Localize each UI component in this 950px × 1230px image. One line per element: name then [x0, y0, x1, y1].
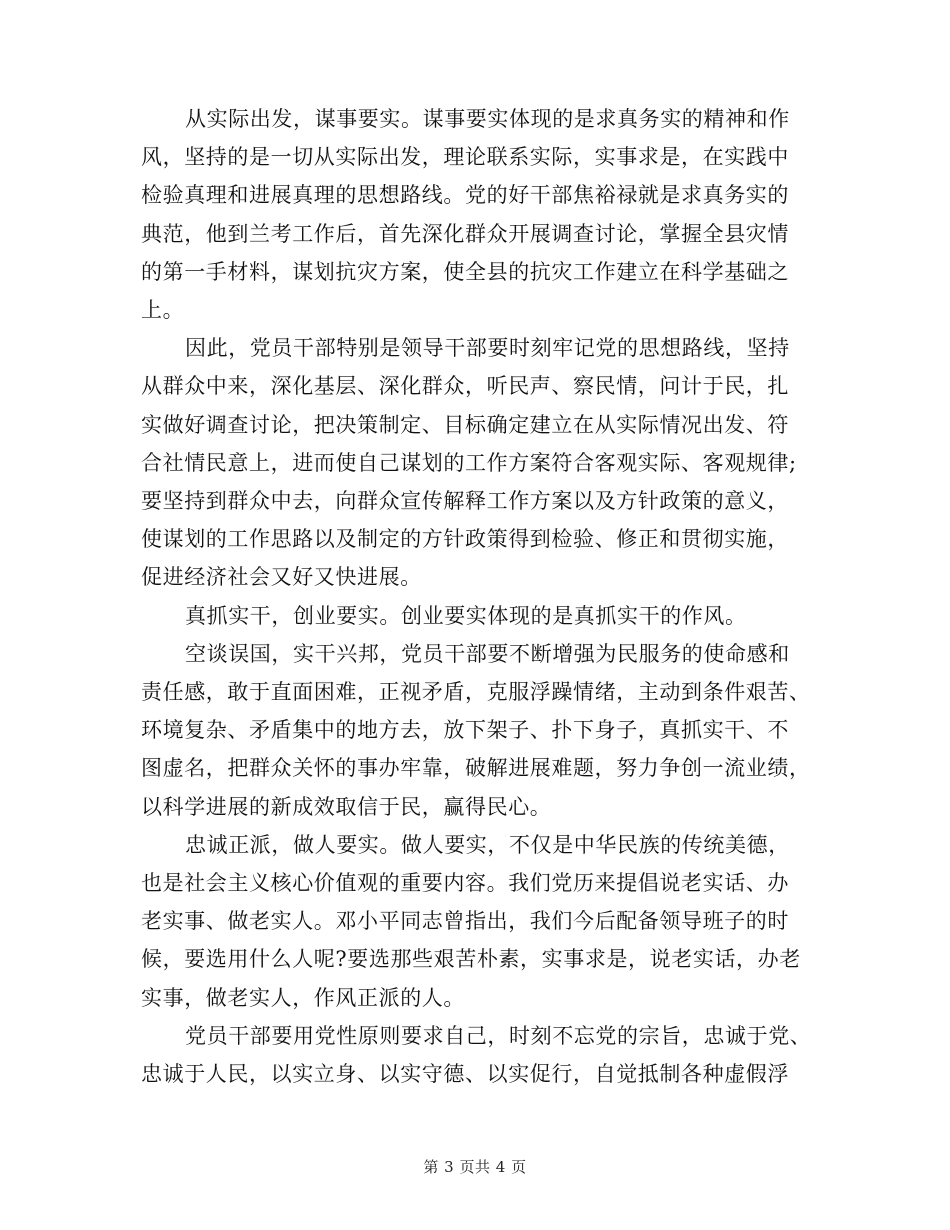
text-line: 促进经济社会又好又快进展。 — [141, 565, 422, 590]
text-line: 候，要选用什么人呢?要选那些艰苦朴素，实事求是，说老实话，办老 — [141, 947, 801, 972]
text-line: 空谈误国，实干兴邦，党员干部要不断增强为民服务的使命感和 — [185, 641, 790, 666]
text-line: 真抓实干，创业要实。创业要实体现的是真抓实干的作风。 — [185, 603, 747, 628]
text-line: 风，坚持的是一切从实际出发，理论联系实际，实事求是，在实践中 — [141, 145, 789, 170]
text-line: 因此，党员干部特别是领导干部要时刻牢记党的思想路线，坚持 — [185, 336, 790, 361]
text-line: 忠诚于人民，以实立身、以实守德、以实促行，自觉抵制各种虚假浮 — [141, 1062, 789, 1087]
text-line: 使谋划的工作思路以及制定的方针政策得到检验、修正和贯彻实施， — [141, 527, 789, 552]
text-line: 要坚持到群众中去，向群众宣传解释工作方案以及方针政策的意义， — [141, 489, 789, 514]
text-line: 党员干部要用党性原则要求自己，时刻不忘党的宗旨，忠诚于党、 — [185, 1023, 812, 1048]
text-line: 从群众中来，深化基层、深化群众，听民声、察民情，问计于民，扎 — [141, 374, 789, 399]
text-line: 也是社会主义核心价值观的重要内容。我们党历来提倡说老实话、办 — [141, 871, 789, 896]
text-line: 上。 — [141, 298, 185, 323]
page-number-footer: 第 3 页共 4 页 — [423, 1158, 527, 1176]
text-line: 环境复杂、矛盾集中的地方去，放下架子、扑下身子，真抓实干、不 — [141, 718, 789, 743]
text-line: 典范，他到兰考工作后，首先深化群众开展调查讨论，掌握全县灾情 — [141, 221, 789, 246]
text-line: 的第一手材料，谋划抗灾方案，使全县的抗灾工作建立在科学基础之 — [141, 259, 789, 284]
document-body — [141, 100, 812, 1093]
text-line: 图虚名，把群众关怀的事办牢靠，破解进展难题，努力争创一流业绩， — [141, 756, 811, 781]
text-line: 从实际出发，谋事要实。谋事要实体现的是求真务实的精神和作 — [185, 107, 790, 131]
text-line: 实事，做老实人，作风正派的人。 — [141, 985, 465, 1010]
text-line: 忠诚正派，做人要实。做人要实，不仅是中华民族的传统美德， — [185, 832, 790, 857]
text-line: 合社情民意上，进而使自己谋划的工作方案符合客观实际、客观规律; — [141, 450, 797, 475]
text-line: 老实事、做老实人。邓小平同志曾指出，我们今后配备领导班子的时 — [141, 909, 789, 934]
text-line: 实做好调查讨论，把决策制定、目标确定建立在从实际情况出发、符 — [141, 412, 789, 437]
text-line: 检验真理和进展真理的思想路线。党的好干部焦裕禄就是求真务实的 — [141, 183, 789, 208]
text-line: 责任感，敢于直面困难，正视矛盾，克服浮躁情绪，主动到条件艰苦、 — [141, 680, 811, 705]
text-line: 以科学进展的新成效取信于民，赢得民心。 — [141, 794, 552, 819]
